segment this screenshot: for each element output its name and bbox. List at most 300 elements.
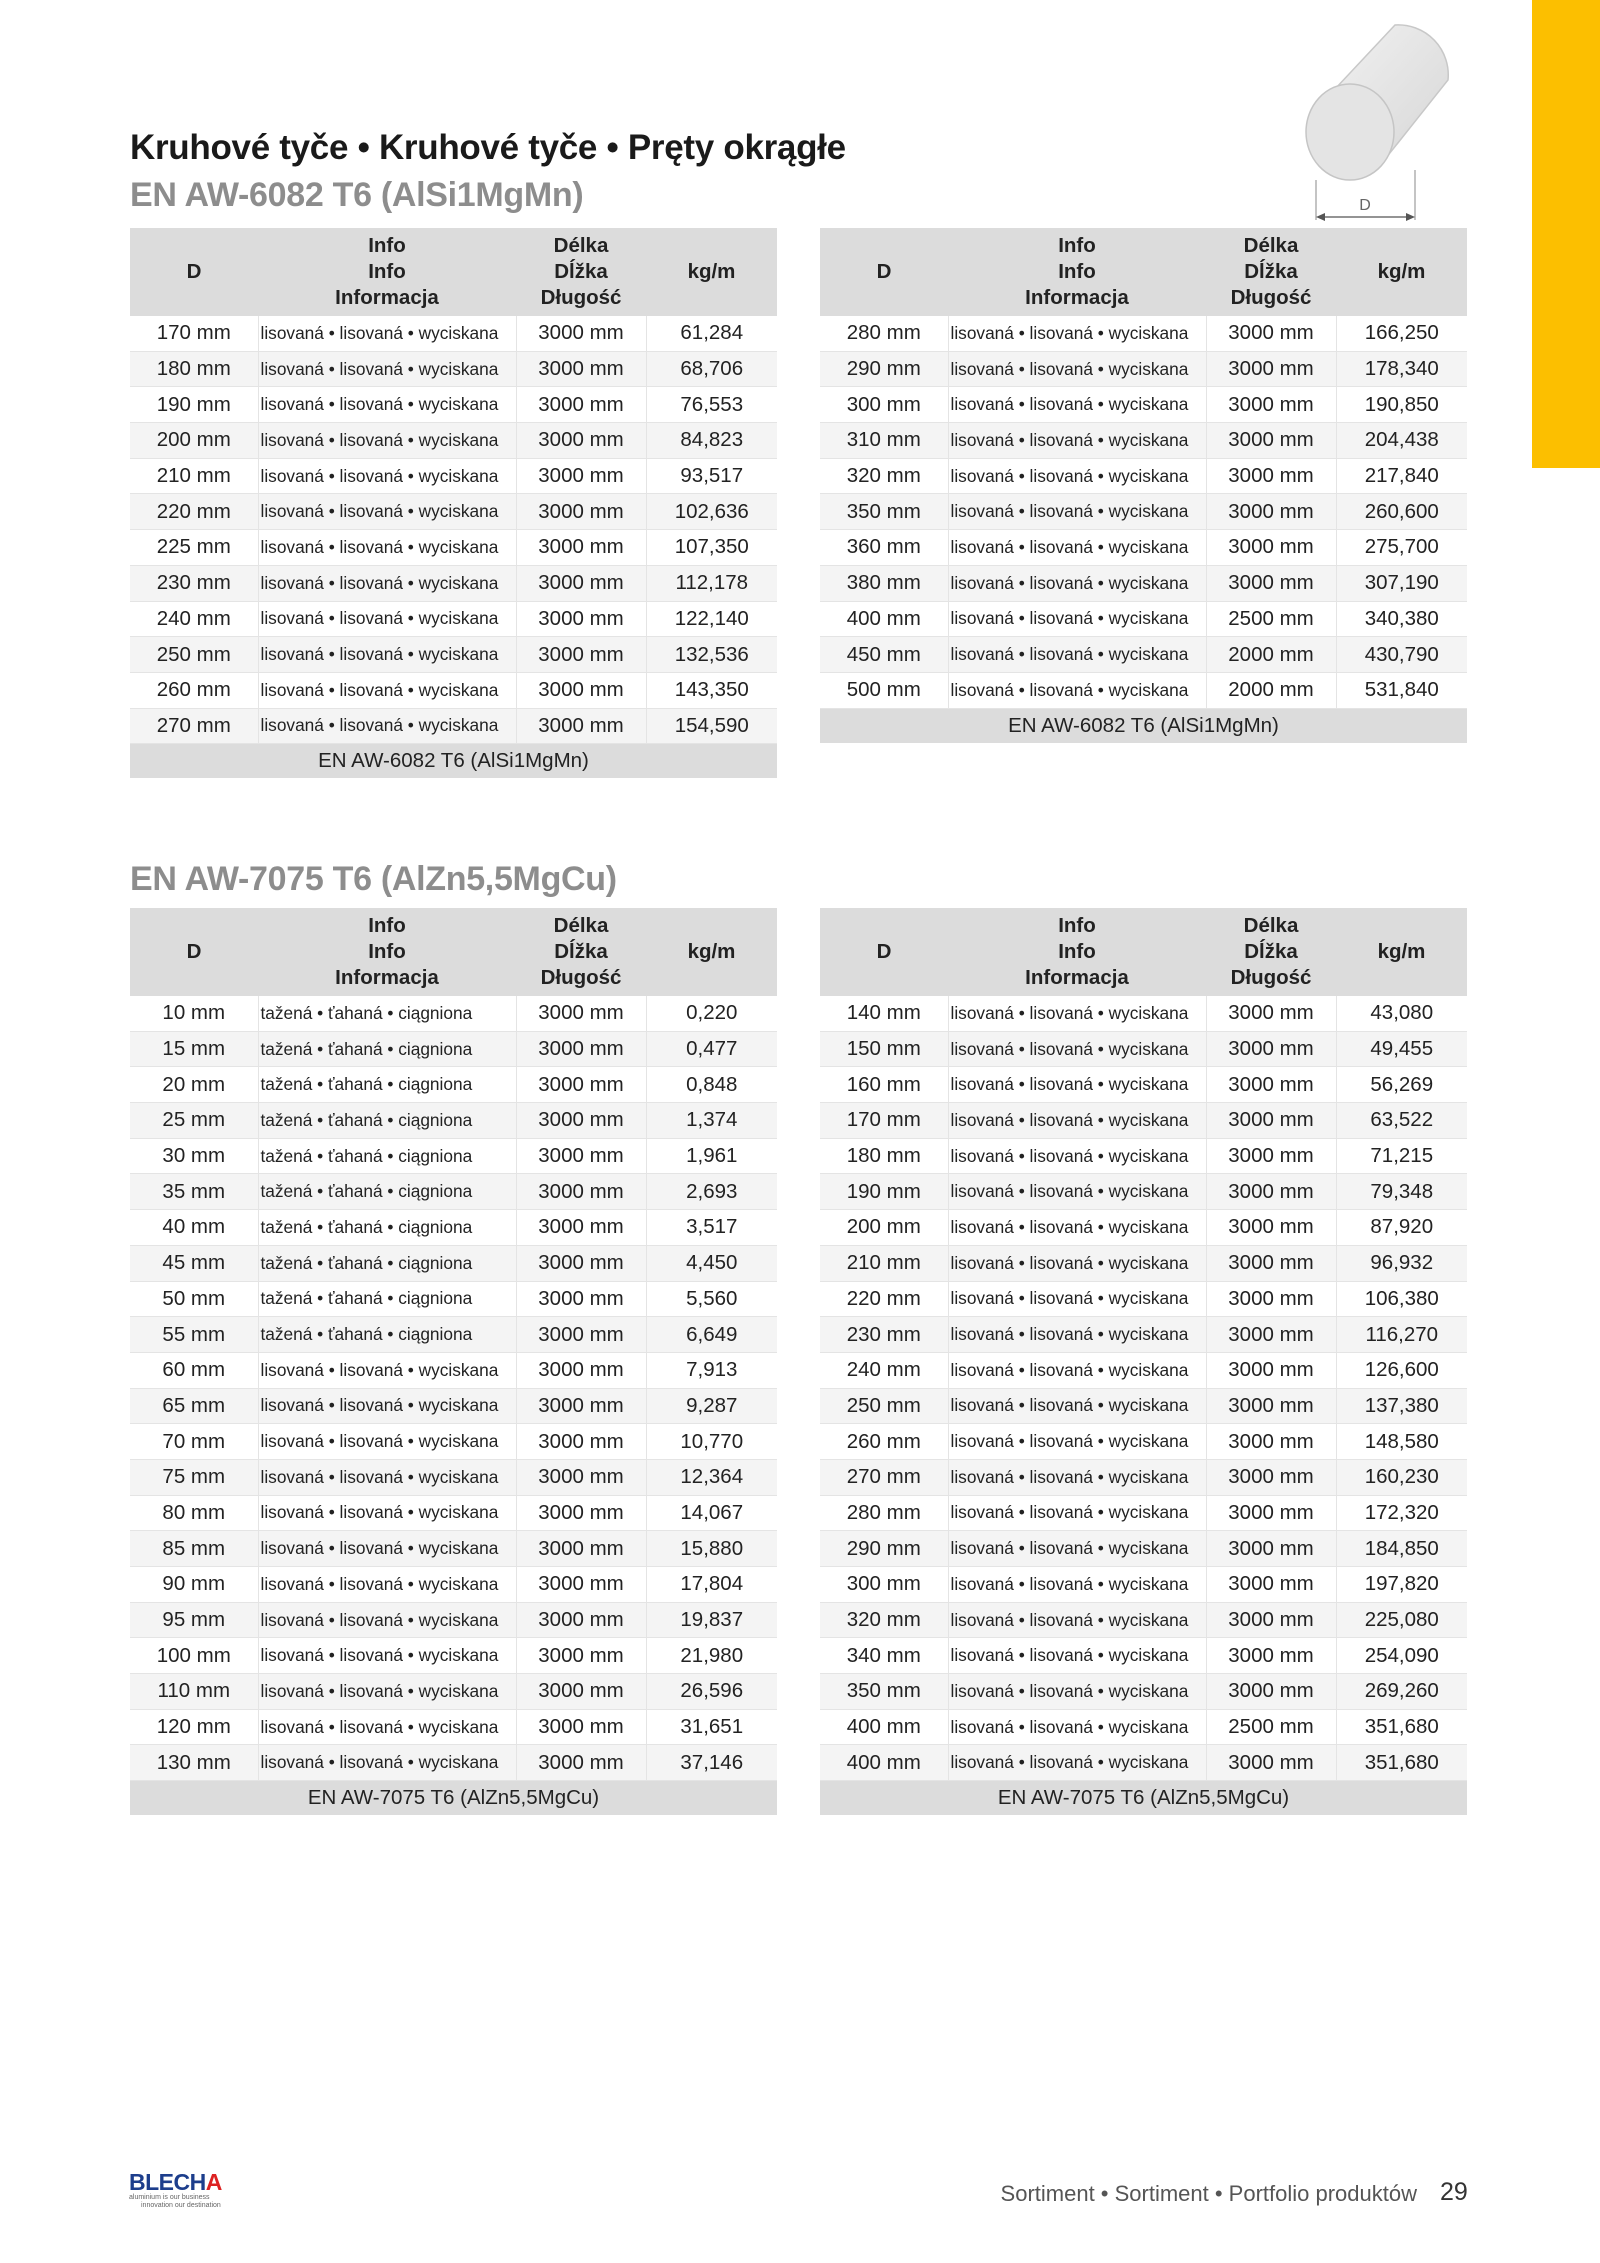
cell-weight: 102,636 (646, 494, 777, 530)
header-length (1206, 908, 1336, 996)
header-info-line: Info (1058, 940, 1096, 963)
header-info (948, 908, 1206, 996)
table-row (820, 1567, 1467, 1603)
table-7075-right (820, 908, 1467, 1815)
table-row (820, 1424, 1467, 1460)
header-info-line: Informacja (335, 286, 439, 309)
cell-length: 3000 mm (1206, 1210, 1336, 1246)
cell-info: tažená • ťahaná • ciągniona (258, 1245, 516, 1281)
cell-length: 2000 mm (1206, 672, 1336, 708)
cell-length: 3000 mm (1206, 1067, 1336, 1103)
logo-tagline-1: aluminium is our business (129, 2194, 210, 2201)
cell-length: 3000 mm (1206, 316, 1336, 351)
header-info-line: Info (368, 260, 406, 283)
table-row (130, 708, 777, 744)
header-diameter: D (820, 908, 948, 996)
cell-diameter: 300 mm (820, 387, 948, 423)
table-7075-left (130, 908, 777, 1815)
header-info-line: Info (368, 940, 406, 963)
header-length-line: Délka (1243, 914, 1299, 937)
header-info-line: Informacja (1025, 966, 1129, 989)
table-alloy-footer: EN AW-7075 T6 (AlZn5,5MgCu) (130, 1781, 777, 1816)
cell-info: tažená • ťahaná • ciągniona (258, 1210, 516, 1246)
cell-weight: 106,380 (1336, 1281, 1467, 1317)
cell-info: lisovaná • lisovaná • wyciskana (258, 1388, 516, 1424)
table-row (130, 1317, 777, 1353)
cell-weight: 197,820 (1336, 1567, 1467, 1603)
cell-info: lisovaná • lisovaná • wyciskana (258, 1352, 516, 1388)
cell-info: lisovaná • lisovaná • wyciskana (948, 1138, 1206, 1174)
cell-info: lisovaná • lisovaná • wyciskana (258, 1424, 516, 1460)
cell-length: 3000 mm (516, 1602, 646, 1638)
cell-weight: 68,706 (646, 351, 777, 387)
cell-length: 3000 mm (516, 494, 646, 530)
cell-diameter: 400 mm (820, 1745, 948, 1781)
cell-info: lisovaná • lisovaná • wyciskana (948, 316, 1206, 351)
cell-weight: 87,920 (1336, 1210, 1467, 1246)
cell-info: lisovaná • lisovaná • wyciskana (948, 1424, 1206, 1460)
cell-weight: 26,596 (646, 1674, 777, 1710)
cell-info: lisovaná • lisovaná • wyciskana (258, 351, 516, 387)
cell-length: 3000 mm (516, 1245, 646, 1281)
cell-diameter: 350 mm (820, 1674, 948, 1710)
cell-info: lisovaná • lisovaná • wyciskana (948, 1531, 1206, 1567)
cell-weight: 217,840 (1336, 458, 1467, 494)
footer-section-label: Sortiment • Sortiment • Portfolio produktów (1000, 2181, 1417, 2206)
cell-info: lisovaná • lisovaná • wyciskana (258, 1745, 516, 1781)
table-row (820, 316, 1467, 351)
cell-diameter: 450 mm (820, 637, 948, 673)
cell-info: lisovaná • lisovaná • wyciskana (258, 387, 516, 423)
table-row (130, 1174, 777, 1210)
cell-diameter: 65 mm (130, 1388, 258, 1424)
cell-length: 3000 mm (1206, 565, 1336, 601)
cell-weight: 122,140 (646, 601, 777, 637)
cell-length: 3000 mm (516, 1031, 646, 1067)
cell-weight: 15,880 (646, 1531, 777, 1567)
table-row (130, 1352, 777, 1388)
cell-length: 3000 mm (1206, 1674, 1336, 1710)
cell-weight: 49,455 (1336, 1031, 1467, 1067)
cell-weight: 160,230 (1336, 1459, 1467, 1495)
cell-diameter: 270 mm (130, 708, 258, 744)
cell-length: 3000 mm (1206, 1281, 1336, 1317)
header-info-line: Informacja (335, 966, 439, 989)
header-length-line: Długość (1230, 286, 1312, 309)
header-length-line: Dĺžka (554, 940, 608, 963)
cell-diameter: 250 mm (130, 637, 258, 673)
cell-diameter: 170 mm (820, 1103, 948, 1139)
table-row (130, 1709, 777, 1745)
cell-diameter: 380 mm (820, 565, 948, 601)
cell-info: lisovaná • lisovaná • wyciskana (948, 530, 1206, 566)
cell-weight: 531,840 (1336, 672, 1467, 708)
cell-length: 3000 mm (516, 672, 646, 708)
cell-weight: 0,477 (646, 1031, 777, 1067)
cell-diameter: 85 mm (130, 1531, 258, 1567)
header-length (1206, 228, 1336, 316)
cell-weight: 10,770 (646, 1424, 777, 1460)
cell-diameter: 40 mm (130, 1210, 258, 1246)
cell-diameter: 220 mm (130, 494, 258, 530)
header-diameter: D (820, 228, 948, 316)
table-row (820, 1281, 1467, 1317)
header-length-line: Délka (553, 914, 609, 937)
cell-info: lisovaná • lisovaná • wyciskana (948, 1745, 1206, 1781)
table-row (820, 494, 1467, 530)
table-row (820, 1174, 1467, 1210)
cell-weight: 269,260 (1336, 1674, 1467, 1710)
table-header-row (130, 908, 777, 996)
cell-weight: 19,837 (646, 1602, 777, 1638)
cell-length: 3000 mm (1206, 1138, 1336, 1174)
table-row (820, 458, 1467, 494)
cell-weight: 21,980 (646, 1638, 777, 1674)
cell-info: lisovaná • lisovaná • wyciskana (258, 1602, 516, 1638)
table-row (820, 1602, 1467, 1638)
cell-length: 3000 mm (516, 351, 646, 387)
header-info-line: Info (1058, 260, 1096, 283)
cell-diameter: 150 mm (820, 1031, 948, 1067)
cell-diameter: 290 mm (820, 1531, 948, 1567)
cell-length: 3000 mm (1206, 1352, 1336, 1388)
table-footer-row (130, 1781, 777, 1816)
header-diameter: D (130, 908, 258, 996)
cell-info: lisovaná • lisovaná • wyciskana (948, 601, 1206, 637)
cell-length: 3000 mm (516, 1531, 646, 1567)
cell-diameter: 400 mm (820, 601, 948, 637)
cell-weight: 5,560 (646, 1281, 777, 1317)
cell-weight: 107,350 (646, 530, 777, 566)
table-header-row (820, 228, 1467, 316)
cell-weight: 116,270 (1336, 1317, 1467, 1353)
cell-info: lisovaná • lisovaná • wyciskana (948, 387, 1206, 423)
diameter-label: D (1359, 197, 1371, 214)
cell-length: 3000 mm (1206, 1495, 1336, 1531)
cell-info: tažená • ťahaná • ciągniona (258, 1174, 516, 1210)
table-footer-row (820, 708, 1467, 743)
cell-length: 3000 mm (516, 1210, 646, 1246)
cell-diameter: 270 mm (820, 1459, 948, 1495)
cell-info: lisovaná • lisovaná • wyciskana (948, 1067, 1206, 1103)
cell-length: 3000 mm (1206, 423, 1336, 459)
header-length-line: Długość (540, 286, 622, 309)
cell-weight: 112,178 (646, 565, 777, 601)
cell-length: 3000 mm (516, 1174, 646, 1210)
table-row (820, 1638, 1467, 1674)
table-alloy-footer: EN AW-6082 T6 (AlSi1MgMn) (130, 744, 777, 779)
logo-accent-letter: A (205, 2169, 222, 2195)
header-info-line: Info (368, 914, 406, 937)
table-row (820, 1103, 1467, 1139)
table-row (130, 1531, 777, 1567)
cell-info: lisovaná • lisovaná • wyciskana (948, 1674, 1206, 1710)
header-length-line: Délka (553, 234, 609, 257)
header-length (516, 228, 646, 316)
cell-weight: 17,804 (646, 1567, 777, 1603)
table-row (820, 1067, 1467, 1103)
cell-diameter: 290 mm (820, 351, 948, 387)
cell-diameter: 230 mm (820, 1317, 948, 1353)
cell-info: lisovaná • lisovaná • wyciskana (948, 1352, 1206, 1388)
cell-length: 3000 mm (516, 1674, 646, 1710)
cell-length: 3000 mm (1206, 1031, 1336, 1067)
cell-diameter: 350 mm (820, 494, 948, 530)
cell-diameter: 310 mm (820, 423, 948, 459)
cell-diameter: 260 mm (820, 1424, 948, 1460)
header-length (516, 908, 646, 996)
cell-length: 3000 mm (516, 1067, 646, 1103)
cell-length: 3000 mm (1206, 530, 1336, 566)
table-row (820, 351, 1467, 387)
cell-diameter: 10 mm (130, 996, 258, 1031)
header-length-line: Dĺžka (1244, 260, 1298, 283)
table-row (130, 1067, 777, 1103)
cell-info: lisovaná • lisovaná • wyciskana (258, 316, 516, 351)
cell-length: 3000 mm (516, 530, 646, 566)
table-row (130, 601, 777, 637)
cell-length: 3000 mm (516, 1281, 646, 1317)
cell-info: lisovaná • lisovaná • wyciskana (258, 1531, 516, 1567)
table-row (130, 387, 777, 423)
cell-diameter: 360 mm (820, 530, 948, 566)
cell-length: 3000 mm (516, 1638, 646, 1674)
cell-length: 2500 mm (1206, 1709, 1336, 1745)
cell-info: lisovaná • lisovaná • wyciskana (258, 458, 516, 494)
header-info (948, 228, 1206, 316)
cell-weight: 0,848 (646, 1067, 777, 1103)
cell-length: 2000 mm (1206, 637, 1336, 673)
cell-weight: 143,350 (646, 672, 777, 708)
cell-length: 3000 mm (1206, 1531, 1336, 1567)
table-row (130, 316, 777, 351)
cell-diameter: 90 mm (130, 1567, 258, 1603)
cell-weight: 31,651 (646, 1709, 777, 1745)
table-row (820, 637, 1467, 673)
cell-diameter: 200 mm (820, 1210, 948, 1246)
cell-diameter: 50 mm (130, 1281, 258, 1317)
table-row (820, 1031, 1467, 1067)
cell-info: lisovaná • lisovaná • wyciskana (948, 565, 1206, 601)
cell-weight: 14,067 (646, 1495, 777, 1531)
table-row (130, 1495, 777, 1531)
cell-length: 3000 mm (516, 1317, 646, 1353)
cell-diameter: 190 mm (130, 387, 258, 423)
cell-diameter: 70 mm (130, 1424, 258, 1460)
cell-length: 3000 mm (1206, 1245, 1336, 1281)
cell-info: lisovaná • lisovaná • wyciskana (258, 672, 516, 708)
cell-weight: 307,190 (1336, 565, 1467, 601)
table-row (130, 1567, 777, 1603)
table-row (130, 458, 777, 494)
cell-length: 3000 mm (1206, 1602, 1336, 1638)
cell-weight: 254,090 (1336, 1638, 1467, 1674)
cell-diameter: 500 mm (820, 672, 948, 708)
cell-diameter: 200 mm (130, 423, 258, 459)
table-row (820, 1388, 1467, 1424)
cell-diameter: 80 mm (130, 1495, 258, 1531)
table-row (130, 1281, 777, 1317)
cell-weight: 3,517 (646, 1210, 777, 1246)
table-6082-right (820, 228, 1467, 743)
header-weight: kg/m (646, 228, 777, 316)
cell-diameter: 55 mm (130, 1317, 258, 1353)
cell-info: lisovaná • lisovaná • wyciskana (948, 1174, 1206, 1210)
cell-info: lisovaná • lisovaná • wyciskana (948, 458, 1206, 494)
cell-info: tažená • ťahaná • ciągniona (258, 1138, 516, 1174)
table-row (130, 565, 777, 601)
cell-length: 3000 mm (1206, 1638, 1336, 1674)
table-row (820, 565, 1467, 601)
table-row (820, 1674, 1467, 1710)
cell-length: 3000 mm (1206, 1174, 1336, 1210)
table-row (130, 1138, 777, 1174)
section2-subtitle: EN AW-7075 T6 (AlZn5,5MgCu) (130, 860, 617, 898)
table-row (820, 1459, 1467, 1495)
cell-info: lisovaná • lisovaná • wyciskana (948, 1210, 1206, 1246)
cell-length: 3000 mm (1206, 1317, 1336, 1353)
cell-info: lisovaná • lisovaná • wyciskana (258, 1567, 516, 1603)
cell-info: tažená • ťahaná • ciągniona (258, 1031, 516, 1067)
cell-weight: 132,536 (646, 637, 777, 673)
cell-weight: 37,146 (646, 1745, 777, 1781)
page-title: Kruhové tyče • Kruhové tyče • Pręty okrągłe (130, 128, 846, 167)
cell-diameter: 60 mm (130, 1352, 258, 1388)
cell-weight: 351,680 (1336, 1745, 1467, 1781)
header-length-line: Długość (540, 966, 622, 989)
table-row (820, 1138, 1467, 1174)
cell-weight: 260,600 (1336, 494, 1467, 530)
cell-diameter: 320 mm (820, 458, 948, 494)
table-row (130, 1210, 777, 1246)
cell-info: lisovaná • lisovaná • wyciskana (948, 1245, 1206, 1281)
cell-length: 3000 mm (516, 387, 646, 423)
cell-diameter: 280 mm (820, 1495, 948, 1531)
section1-subtitle: EN AW-6082 T6 (AlSi1MgMn) (130, 176, 584, 214)
cell-info: lisovaná • lisovaná • wyciskana (948, 1709, 1206, 1745)
header-info (258, 228, 516, 316)
cell-info: lisovaná • lisovaná • wyciskana (258, 494, 516, 530)
cell-weight: 275,700 (1336, 530, 1467, 566)
header-info-line: Informacja (1025, 286, 1129, 309)
cell-info: tažená • ťahaná • ciągniona (258, 1281, 516, 1317)
table-row (820, 601, 1467, 637)
cell-info: lisovaná • lisovaná • wyciskana (258, 1638, 516, 1674)
cell-diameter: 240 mm (820, 1352, 948, 1388)
header-info-line: Info (1058, 234, 1096, 257)
cell-diameter: 120 mm (130, 1709, 258, 1745)
table-row (130, 1745, 777, 1781)
cell-weight: 204,438 (1336, 423, 1467, 459)
cell-info: lisovaná • lisovaná • wyciskana (948, 996, 1206, 1031)
cell-weight: 6,649 (646, 1317, 777, 1353)
table-6082-left (130, 228, 777, 778)
cell-info: lisovaná • lisovaná • wyciskana (258, 565, 516, 601)
table-row (130, 1602, 777, 1638)
cell-length: 3000 mm (516, 1103, 646, 1139)
table-header-row (130, 228, 777, 316)
table-row (130, 996, 777, 1031)
cell-weight: 56,269 (1336, 1067, 1467, 1103)
cell-diameter: 140 mm (820, 996, 948, 1031)
cell-length: 2500 mm (1206, 601, 1336, 637)
cell-length: 3000 mm (516, 1745, 646, 1781)
cell-diameter: 300 mm (820, 1567, 948, 1603)
header-length-line: Dĺžka (1244, 940, 1298, 963)
cell-weight: 76,553 (646, 387, 777, 423)
cell-length: 3000 mm (1206, 387, 1336, 423)
cell-diameter: 190 mm (820, 1174, 948, 1210)
cell-diameter: 180 mm (820, 1138, 948, 1174)
cell-weight: 7,913 (646, 1352, 777, 1388)
cell-weight: 71,215 (1336, 1138, 1467, 1174)
cell-length: 3000 mm (516, 1459, 646, 1495)
table-row (130, 637, 777, 673)
cell-diameter: 15 mm (130, 1031, 258, 1067)
cell-info: lisovaná • lisovaná • wyciskana (948, 1567, 1206, 1603)
cell-info: lisovaná • lisovaná • wyciskana (258, 601, 516, 637)
table-row (820, 387, 1467, 423)
cell-weight: 225,080 (1336, 1602, 1467, 1638)
logo-wordmark: BLECH (129, 2169, 206, 2195)
cell-weight: 63,522 (1336, 1103, 1467, 1139)
table-row (820, 530, 1467, 566)
table-row (820, 672, 1467, 708)
cell-weight: 4,450 (646, 1245, 777, 1281)
cell-length: 3000 mm (516, 1495, 646, 1531)
cell-diameter: 250 mm (820, 1388, 948, 1424)
yellow-edge-tab (1532, 0, 1600, 468)
cell-length: 3000 mm (1206, 1103, 1336, 1139)
table-row (130, 1638, 777, 1674)
cell-diameter: 240 mm (130, 601, 258, 637)
header-info (258, 908, 516, 996)
header-length-line: Długość (1230, 966, 1312, 989)
cell-length: 3000 mm (516, 1424, 646, 1460)
cell-weight: 1,374 (646, 1103, 777, 1139)
cell-diameter: 400 mm (820, 1709, 948, 1745)
cell-diameter: 130 mm (130, 1745, 258, 1781)
cell-info: tažená • ťahaná • ciągniona (258, 1067, 516, 1103)
cell-length: 3000 mm (516, 316, 646, 351)
cell-length: 3000 mm (516, 1138, 646, 1174)
cell-info: lisovaná • lisovaná • wyciskana (258, 1674, 516, 1710)
cell-weight: 148,580 (1336, 1424, 1467, 1460)
cell-info: lisovaná • lisovaná • wyciskana (258, 708, 516, 744)
cell-length: 3000 mm (1206, 458, 1336, 494)
cell-weight: 184,850 (1336, 1531, 1467, 1567)
cell-weight: 96,932 (1336, 1245, 1467, 1281)
cell-length: 3000 mm (516, 996, 646, 1031)
cell-length: 3000 mm (516, 1567, 646, 1603)
table-row (130, 1388, 777, 1424)
table-row (820, 423, 1467, 459)
header-diameter: D (130, 228, 258, 316)
cell-weight: 166,250 (1336, 316, 1467, 351)
table-row (820, 1352, 1467, 1388)
cell-weight: 0,220 (646, 996, 777, 1031)
cell-diameter: 20 mm (130, 1067, 258, 1103)
cell-length: 3000 mm (1206, 1745, 1336, 1781)
cell-weight: 84,823 (646, 423, 777, 459)
round-bar-illustration (1300, 10, 1460, 235)
cell-info: lisovaná • lisovaná • wyciskana (948, 637, 1206, 673)
cell-info: lisovaná • lisovaná • wyciskana (948, 1388, 1206, 1424)
cell-weight: 190,850 (1336, 387, 1467, 423)
cell-diameter: 230 mm (130, 565, 258, 601)
cell-diameter: 225 mm (130, 530, 258, 566)
cell-diameter: 100 mm (130, 1638, 258, 1674)
